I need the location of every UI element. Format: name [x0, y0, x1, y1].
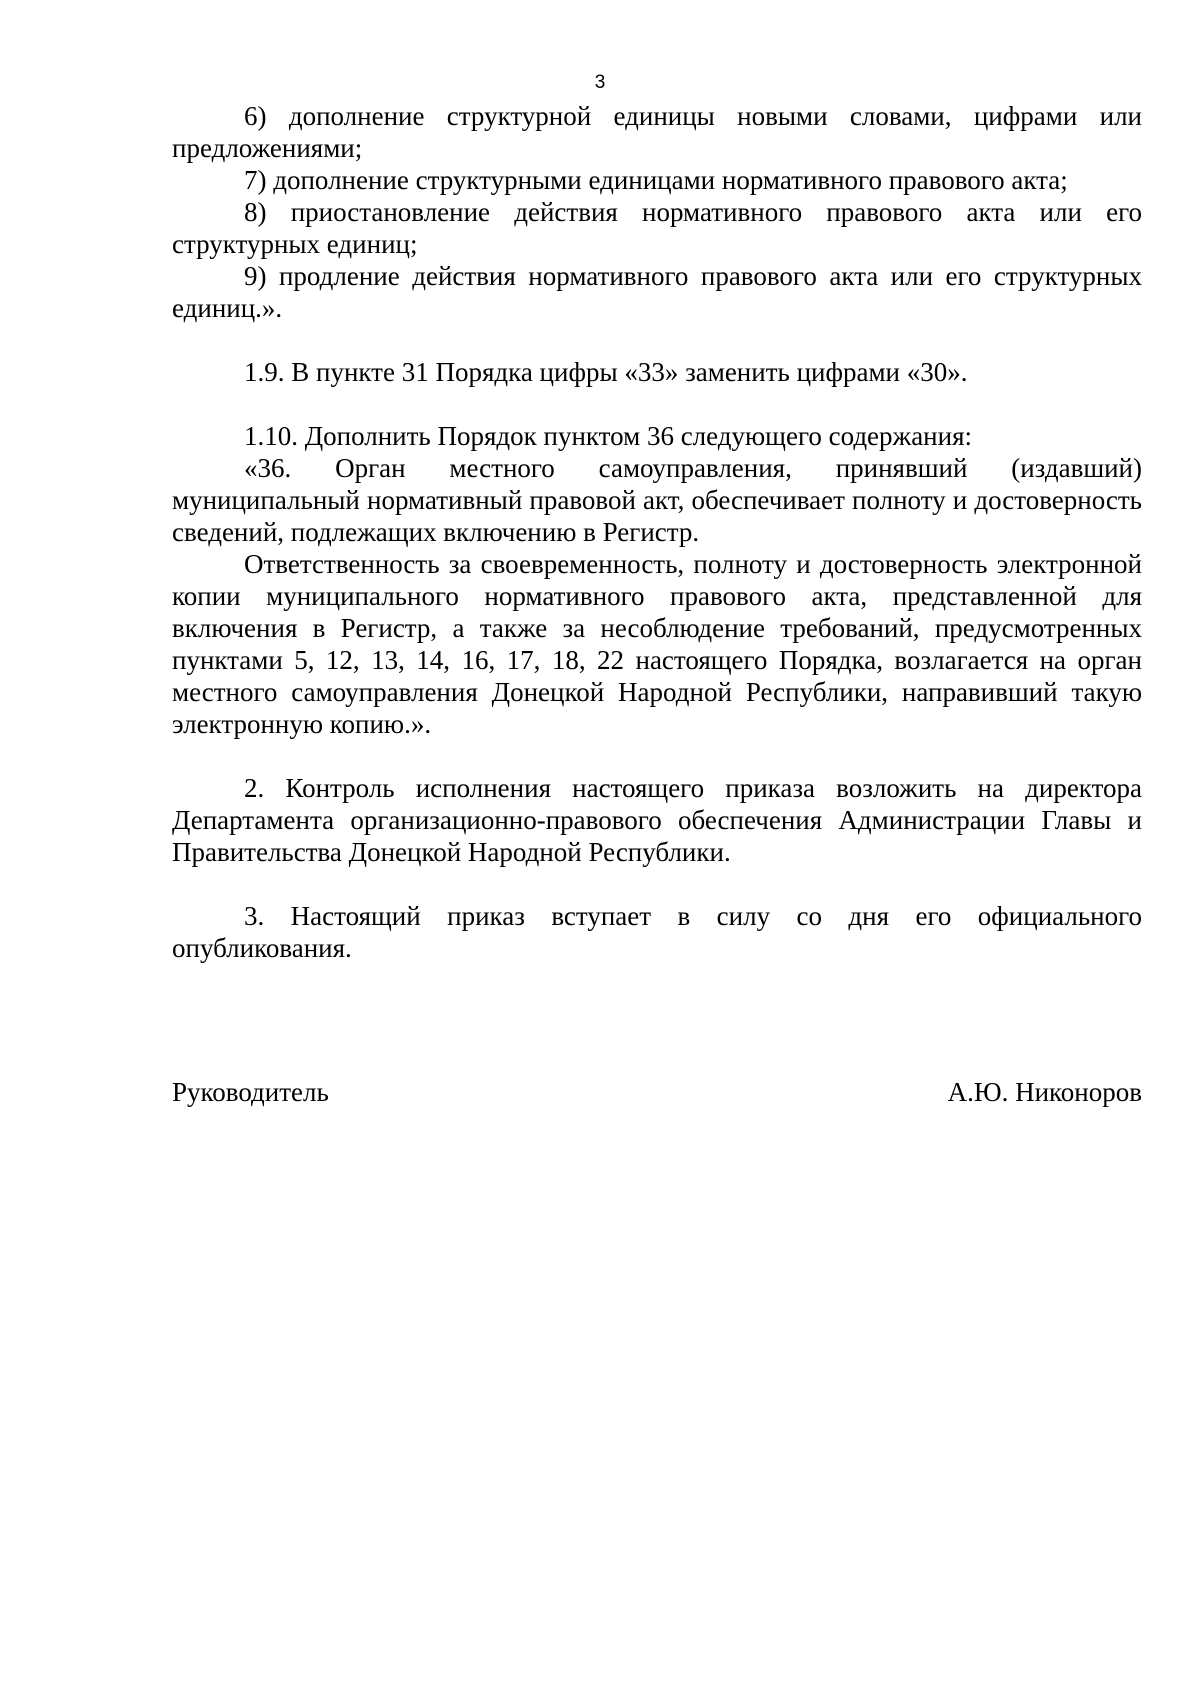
- list-item-8: 8) приостановление действия нормативного правового акта или его структурных единиц;: [172, 197, 1142, 259]
- signature-block: [172, 1076, 1142, 1108]
- document-body: [172, 100, 1142, 964]
- clause-1-10: 1.10. Дополнить Порядок пунктом 36 следующего содержания:: [244, 421, 972, 451]
- page-number: 3: [594, 72, 606, 93]
- signatory-position: Руководитель: [172, 1077, 329, 1107]
- list-item-6: 6) дополнение структурной единицы новыми словами, цифрами или предложениями;: [172, 101, 1142, 163]
- clause-2: 2. Контроль исполнения настоящего приказа возложить на директора Департамента организационно-правового обеспечения Администрации Главы и Правительства Донецкой Народной Республики.: [172, 773, 1142, 867]
- clause-1-10-responsibility: Ответственность за своевременность, полноту и достоверность электронной копии муниципального нормативного правового акта, представленной для включения в Регистр, а также за несоблюдение требований, предусмотренных пунктами 5, 12, 13, 14, 16, 17, 18, 22 настоящего Порядка, возлагается на орган местного самоуправления Донецкой Народной Республики, направивший такую электронную копию.».: [172, 549, 1142, 739]
- list-item-9: 9) продление действия нормативного правового акта или его структурных единиц.».: [172, 261, 1142, 323]
- signatory-name: А.Ю. Никоноров: [947, 1077, 1142, 1107]
- list-item-7: 7) дополнение структурными единицами нормативного правового акта;: [244, 165, 1068, 195]
- clause-3: 3. Настоящий приказ вступает в силу со дня его официального опубликования.: [172, 901, 1142, 963]
- clause-1-9: 1.9. В пункте 31 Порядка цифры «33» заменить цифрами «30».: [244, 357, 968, 387]
- clause-1-10-item-36: «36. Орган местного самоуправления, принявший (издавший) муниципальный нормативный правовой акт, обеспечивает полноту и достоверность сведений, подлежащих включению в Регистр.: [172, 453, 1142, 547]
